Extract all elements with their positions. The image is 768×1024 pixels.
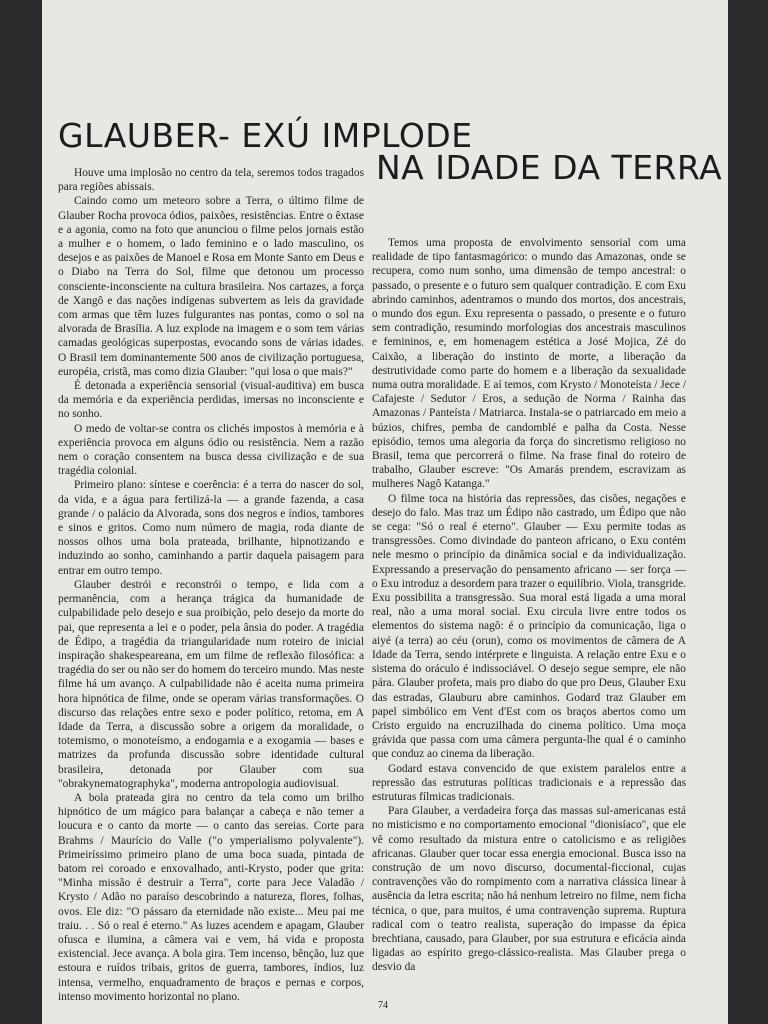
paragraph: Glauber destrói e reconstrói o tempo, e lida com a permanência, com a herança trágica da humanidade de culpabilidade pelo desejo e sua proibição, pelo desejo da morte do pai, que representa a lei e o poder, pela ânsia do poder. A tragédia de Édipo, a tragédia da triangularidade num roteiro de inicial inspiração shakespeareana, em um filme de reflexão filosófica: a tragédia do ser ou não ser do homem do terceiro mundo. Mas neste filme há um avanço. A culpabilidade não é aceita numa primeira hora hipnótica de filme, onde se operam várias transformações. O discurso das relações entre sexo e poder político, retoma, em A Idade da Terra, a discussão sobre a origem da moralidade, o totemismo, o monoteísmo, a endogamia e a exogamia — bases e matrizes da profunda discussão sobre identidade cultural brasileira, detonada por Glauber com sua "obrakynematographyka", moderna antropologia audiovisual. bbox=[58, 578, 364, 790]
paragraph: A bola prateada gira no centro da tela como um brilho hipnótico de um mágico para balançar a cabeça e não temer a loucura e o canto da morte — o canto das sereias. Corte para Brahms / Maurício do Valle ("o ymperialismo polyvalente"). Primeiríssimo primeiro plano de uma boca suada, pintada de batom rei coroado e enxovalhado, anti-Krysto, poder que grita: "Minha missão é destruir a Terra", corte para Jece Valadão / Krysto / Adão no paraíso descobrindo a natureza, flores, folhas, ovos. Ele diz: "O pássaro da eternidade não existe... Meu pai me traiu. . . Só o real é eterno." As luzes acendem e apagam, Glauber ofusca e ilumina, a câmera vai e vem, há vida e proposta existencial. Jece avança. A bola gira. Tem incenso, bênção, luz que estoura e ruídos tribais, gritos de guerra, tambores, índios, luz intensa, vermelho, enquadramento de braços e pernas e corpos, intenso movimento horizontal no plano. bbox=[58, 791, 364, 1003]
paragraph: Primeiro plano: síntese e coerência: é a terra do nascer do sol, da vida, e a água para fertilizá-la — a grande fazenda, a casa grande / o palácio da Alvorada, sons dos negros e índios, tambores e sinos e gritos. Como num número de magia, roda diante de nossos olhos uma bola prateada, brilhante, hipnotizando e induzindo ao sonho, caminhando a partir daquela paisagem para entrar em outro tempo. bbox=[58, 479, 364, 577]
right-text-column bbox=[372, 236, 686, 975]
paragraph: Godard estava convencido de que existem paralelos entre a repressão das estruturas políticas tradicionais e a repressão das estruturas fílmicas tradicionais. bbox=[372, 762, 686, 803]
left-text-column bbox=[58, 166, 364, 1004]
paragraph: Para Glauber, a verdadeira força das massas sul-americanas está no misticismo e no comportamento emocional "dionisíaco", que ele vê como resultado da mistura entre o catolicismo e as religiões africanas. Glauber quer tocar essa energia emocional. Busca isso na construção de um novo discurso, documental-ficcional, cujas contravenções vão do rompimento com a narrativa clássica linear à ausência da letra escrita; não há nenhum letreiro no filme, nem ficha técnica, o que, para muitos, é uma contravenção suprema. Ruptura radical com o teatro realista, superação do impasse da épica brechtiana, causado, para Glauber, por sua estrutura e eficácia ainda ligadas ao espírito grego-clássico-realista. Mas Glauber prega o desvio da bbox=[372, 805, 686, 974]
paragraph: Caindo como um meteoro sobre a Terra, o último filme de Glauber Rocha provoca ódios, paixões, resistências. Entre o êxtase e a agonia, como na foto que anunciou o filme pelos jornais estão a mulher e o homem, o lado feminino e o lado masculino, os desejos e as paixões de Manoel e Rosa em Monte Santo em Deus e o Diabo na Terra do Sol, filme que detonou um processo consciente-inconsciente na cultura brasileira. Nos cartazes, a força de Xangô e das nações indígenas subvertem as leis da gravidade com armas que têm luzes fulgurantes nas pontas, como o sol na alvorada de Brasília. A luz explode na imagem e o som tem várias camadas geológicas superpostas, evocando sons de várias idades. O Brasil tem dominantemente 500 anos de civilização portuguesa, européia, cristã, mas como dizia Glauber: "qui losa o que mais?" bbox=[58, 195, 364, 378]
paragraph: O filme toca na história das repressões, das cisões, negações e desejo do falo. Mas traz um Édipo não castrado, um Édipo que não se cega: "Só o real é eterno". Glauber — Exu permite todas as transgressões. Como divindade do panteon africano, o Exu contém nele mesmo o princípio da dinâmica social e da individualização. Expressando a preservação do pensamento africano — ser força — o Exu introduz a desordem para trazer o equilíbrio. Viola, transgride. Exu possibilita a transgressão. Sua moral está ligada a uma moral real, não a uma moral social. Exu circula livre entre todos os elementos do sistema nagô: é o princípio da comunicação, liga o aiyé (a terra) ao céu (orun), como os movimentos de câmera de A Idade da Terra, sendo intérprete e linguista. A relação entre Exu e o sistema do oráculo é indissociável. O desejo segue sempre, ele não pára. Glauber profeta, mais pro diabo do que pro Deus, Glauber Exu das estradas, Glauburu abre caminhos. Godard traz Glauber em papel simbólico em Vent d'Est com os braços abertos como um Cristo erguido na encruzilhada do cinema político. Uma moça grávida que passa com uma câmera pergunta-lhe qual é o caminho que conduz ao cinema da liberação. bbox=[372, 492, 686, 761]
paragraph: Houve uma implosão no centro da tela, seremos todos tragados para regiões abissais. bbox=[58, 167, 364, 194]
article-title-line-2: NA IDADE DA TERRA bbox=[376, 148, 723, 187]
magazine-page bbox=[42, 0, 728, 1024]
page-number: 74 bbox=[378, 1000, 388, 1011]
paragraph: O medo de voltar-se contra os clichés impostos à memória e à experiência provoca em alguns ódio ou resistência. Nem a razão nem o coração consentem na busca dessa civilização e de sua tragédia colonial. bbox=[58, 422, 364, 478]
paragraph: Temos uma proposta de envolvimento sensorial com uma realidade de tipo fantasmagórico: o mundo das Amazonas, onde se recupera, como num sonho, uma dimensão de tempo ancestral: o passado, o presente e o futuro sem qualquer contradição. E com Exu abrindo caminhos, adentramos o mundo dos mortos, dos ancestrais, o mundo dos egun. Exu representa o passado, o presente e o futuro sem contradição, resumindo morfologias dos ancestrais masculinos e femininos, e, em homenagem estética a José Mojica, Zé do Caixão, a liberação do instinto de morte, a liberação da destrutividade como parte do homem e a liberação da sexualidade numa outra moralidade. E aí temos, com Krysto / Monoteísta / Jece / Cafajeste / Sedutor / Eros, a sedução de Norma / Rainha das Amazonas / Panteísta / Matriarca. Instala-se o patriarcado em meio a búzios, chifres, pemba de candomblé e palha da Costa. Nesse episódio, temos uma alegoria da força do sincretismo religioso no Brasil, tema que percorrerá o filme. Na frase final do roteiro de trabalho, Glauber escreve: "Os Amarás prendem, escravizam as mulheres Nagô Katanga." bbox=[372, 237, 686, 491]
article-title-line-1: GLAUBER- EXÚ IMPLODE bbox=[58, 116, 473, 155]
paragraph: É detonada a experiência sensorial (visual-auditiva) em busca da memória e da experiência perdidas, imersas no inconsciente e no sonho. bbox=[58, 380, 364, 421]
